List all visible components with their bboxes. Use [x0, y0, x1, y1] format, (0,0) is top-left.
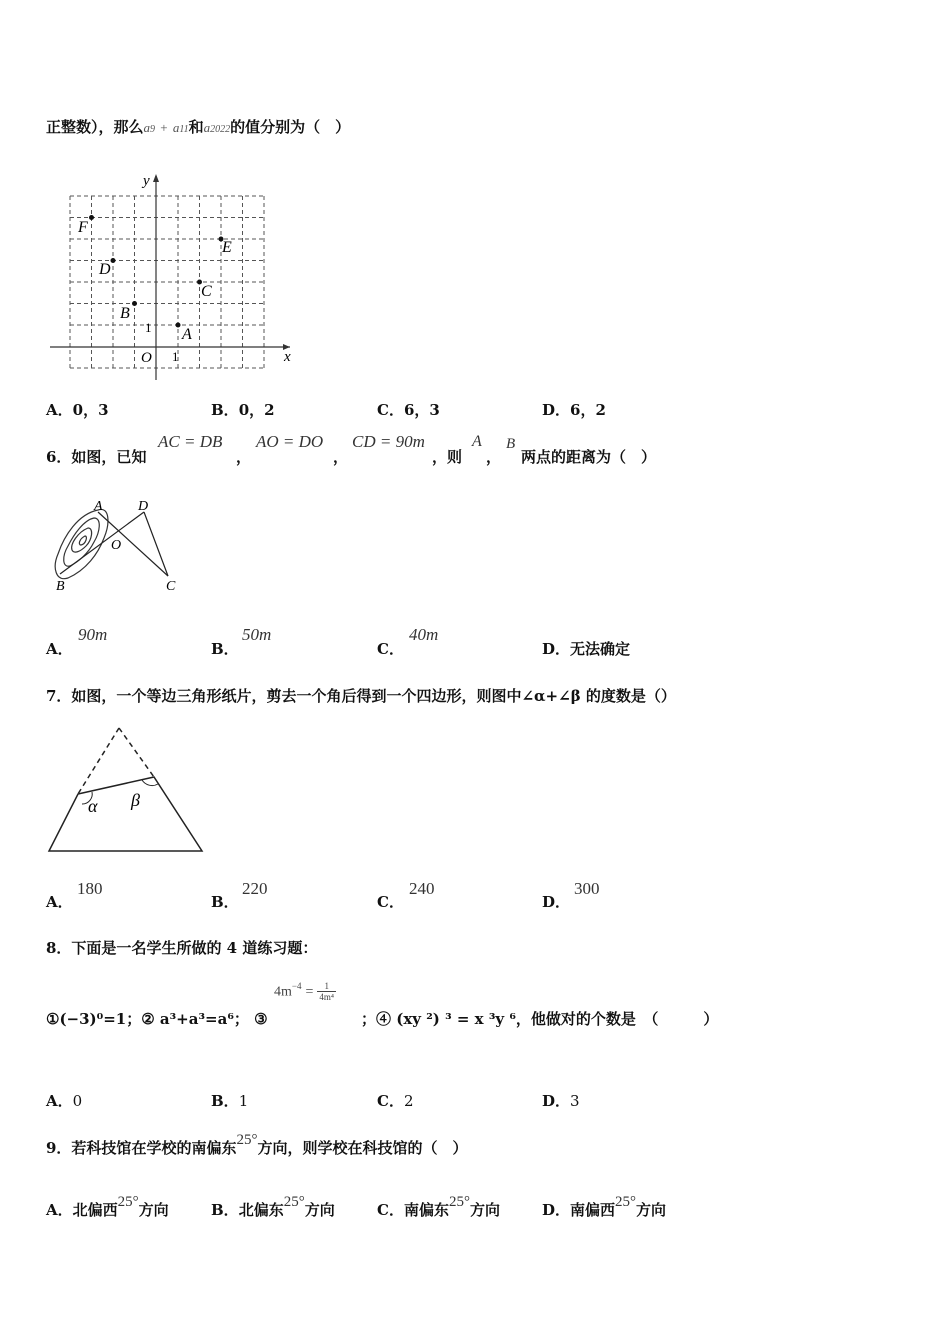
- q6-stem-prefix: 6．如图，已知: [46, 448, 147, 466]
- q9-option-a[interactable]: A．北偏西25°方向: [46, 1194, 169, 1219]
- q8-items-part2: ；④ (xy ²) ³ = x ³y ⁶，他做对的个数是 （ ）: [361, 1010, 719, 1028]
- q5-plus: +: [160, 120, 168, 135]
- q7-option-a[interactable]: A．: [46, 893, 73, 911]
- q5-point-f: [89, 215, 94, 220]
- q6-option-a[interactable]: A．: [46, 640, 73, 658]
- q5-label-b: B: [120, 305, 130, 322]
- q7-option-b[interactable]: B．: [211, 893, 239, 911]
- q5-coordinate-figure: [45, 168, 305, 388]
- q5-and: 和: [188, 118, 204, 136]
- q6-option-c[interactable]: C．: [377, 640, 404, 658]
- q6-cond-ac-db: AC = DB: [158, 432, 223, 451]
- q5-y-arrow-icon: [153, 174, 159, 182]
- q5-label-e: E: [222, 239, 232, 256]
- q7-beta-label: β: [131, 790, 140, 810]
- q7-quadrilateral: [49, 777, 202, 851]
- q7-cut-left-edge: [78, 728, 119, 794]
- q6-figure: [48, 496, 188, 596]
- q6-label-o: O: [111, 538, 122, 553]
- q9-option-b[interactable]: B．北偏东25°方向: [211, 1194, 335, 1219]
- q9-stem-prefix: 9．若科技馆在学校的南偏东: [46, 1139, 237, 1157]
- q6-then: ，则: [432, 448, 463, 466]
- q8-stem: 8．下面是一名学生所做的 4 道练习题：: [46, 939, 318, 957]
- q6-option-c-value[interactable]: 40m: [409, 625, 439, 644]
- q6-segment-ac: [98, 512, 168, 576]
- q5-expr-a11: a11: [172, 120, 189, 135]
- q8-formula-numerator: 1: [317, 981, 336, 992]
- q8-option-c[interactable]: C．2: [377, 1092, 414, 1110]
- q9-option-d[interactable]: D．南偏西25°方向: [542, 1194, 667, 1219]
- q5-option-d[interactable]: D．6，2: [542, 401, 606, 419]
- q6-option-b-value[interactable]: 50m: [242, 625, 272, 644]
- q7-alpha-label: α: [88, 796, 98, 816]
- q7-option-c[interactable]: C．: [377, 893, 404, 911]
- q5-label-c: C: [201, 283, 212, 300]
- q5-stem-prefix: 正整数），那么: [46, 118, 144, 136]
- q5-option-a[interactable]: A．0，3: [46, 401, 109, 419]
- q6-option-d[interactable]: D．无法确定: [542, 640, 631, 658]
- q6-point-a-text: A: [472, 433, 482, 450]
- q5-point-a: [176, 323, 181, 328]
- q5-option-b[interactable]: B．0，2: [211, 401, 275, 419]
- q6-comma-3: ，: [486, 448, 502, 466]
- q7-option-a-value[interactable]: 180: [77, 879, 103, 898]
- q5-stem-line: [46, 116, 350, 137]
- q8-formula: [274, 981, 336, 1002]
- q5-point-d: [111, 258, 116, 263]
- q5-label-f: F: [78, 219, 88, 236]
- q7-option-c-value[interactable]: 240: [409, 879, 435, 898]
- q5-expr-a9: a9: [143, 120, 156, 135]
- q7-option-d[interactable]: D．: [542, 893, 571, 911]
- q6-label-c: C: [166, 579, 176, 594]
- q8-formula-eq: =: [305, 984, 314, 1000]
- q6-comma-1: ，: [236, 448, 252, 466]
- q9-stem-line: [46, 1132, 468, 1158]
- q8-formula-base: 4m: [274, 984, 292, 1000]
- q7-cut-right-edge: [119, 728, 154, 777]
- q5-one-x-label: 1: [172, 349, 179, 364]
- q6-option-a-value[interactable]: 90m: [78, 625, 108, 644]
- q5-x-label: x: [284, 349, 291, 365]
- q8-formula-exp: −4: [291, 981, 302, 991]
- q7-stem: 7．如图，一个等边三角形纸片，剪去一个角后得到一个四边形，则图中∠α+∠β 的度数是（）: [46, 687, 676, 705]
- q8-option-b[interactable]: B．1: [211, 1092, 249, 1110]
- q5-stem-suffix: 的值分别为（ ）: [230, 118, 351, 136]
- q9-stem-suffix: 方向，则学校在科技馆的（ ）: [257, 1139, 468, 1157]
- q5-point-b: [132, 301, 137, 306]
- q6-stem-suffix: 两点的距离为（ ）: [521, 448, 657, 466]
- q5-origin-label: O: [141, 350, 152, 366]
- q8-formula-fraction: [317, 981, 336, 1002]
- q8-items-part1: ①(−3)⁰=1；② a³+a³=a⁶； ③: [46, 1010, 268, 1028]
- q6-segment-dc: [144, 512, 168, 576]
- q5-one-y-label: 1: [145, 320, 152, 335]
- q5-grid: [70, 196, 264, 368]
- q5-option-c[interactable]: C．6，3: [377, 401, 440, 419]
- q6-label-d: D: [138, 499, 149, 514]
- q6-cond-cd: CD = 90m: [352, 432, 425, 451]
- q5-y-label: y: [143, 173, 150, 189]
- q6-point-b-text: B: [506, 436, 516, 452]
- q9-stem-angle: 25°: [236, 1132, 258, 1148]
- q6-label-a: A: [94, 499, 103, 514]
- q8-option-d[interactable]: D．3: [542, 1092, 580, 1110]
- q6-comma-2: ，: [333, 448, 349, 466]
- q6-option-b[interactable]: B．: [211, 640, 239, 658]
- q7-triangle-figure: [44, 722, 214, 862]
- q6-label-b: B: [56, 579, 65, 594]
- q5-label-d: D: [99, 261, 111, 278]
- q5-expr-a2022: a2022: [203, 120, 231, 135]
- q5-label-a: A: [182, 326, 192, 343]
- q7-option-b-value[interactable]: 220: [242, 879, 268, 898]
- q8-option-a[interactable]: A．0: [46, 1092, 83, 1110]
- q9-option-c[interactable]: C．南偏东25°方向: [377, 1194, 500, 1219]
- q8-formula-denominator: 4m⁴: [319, 992, 335, 1003]
- q7-option-d-value[interactable]: 300: [574, 879, 600, 898]
- q6-cond-ao-do: AO = DO: [256, 432, 324, 451]
